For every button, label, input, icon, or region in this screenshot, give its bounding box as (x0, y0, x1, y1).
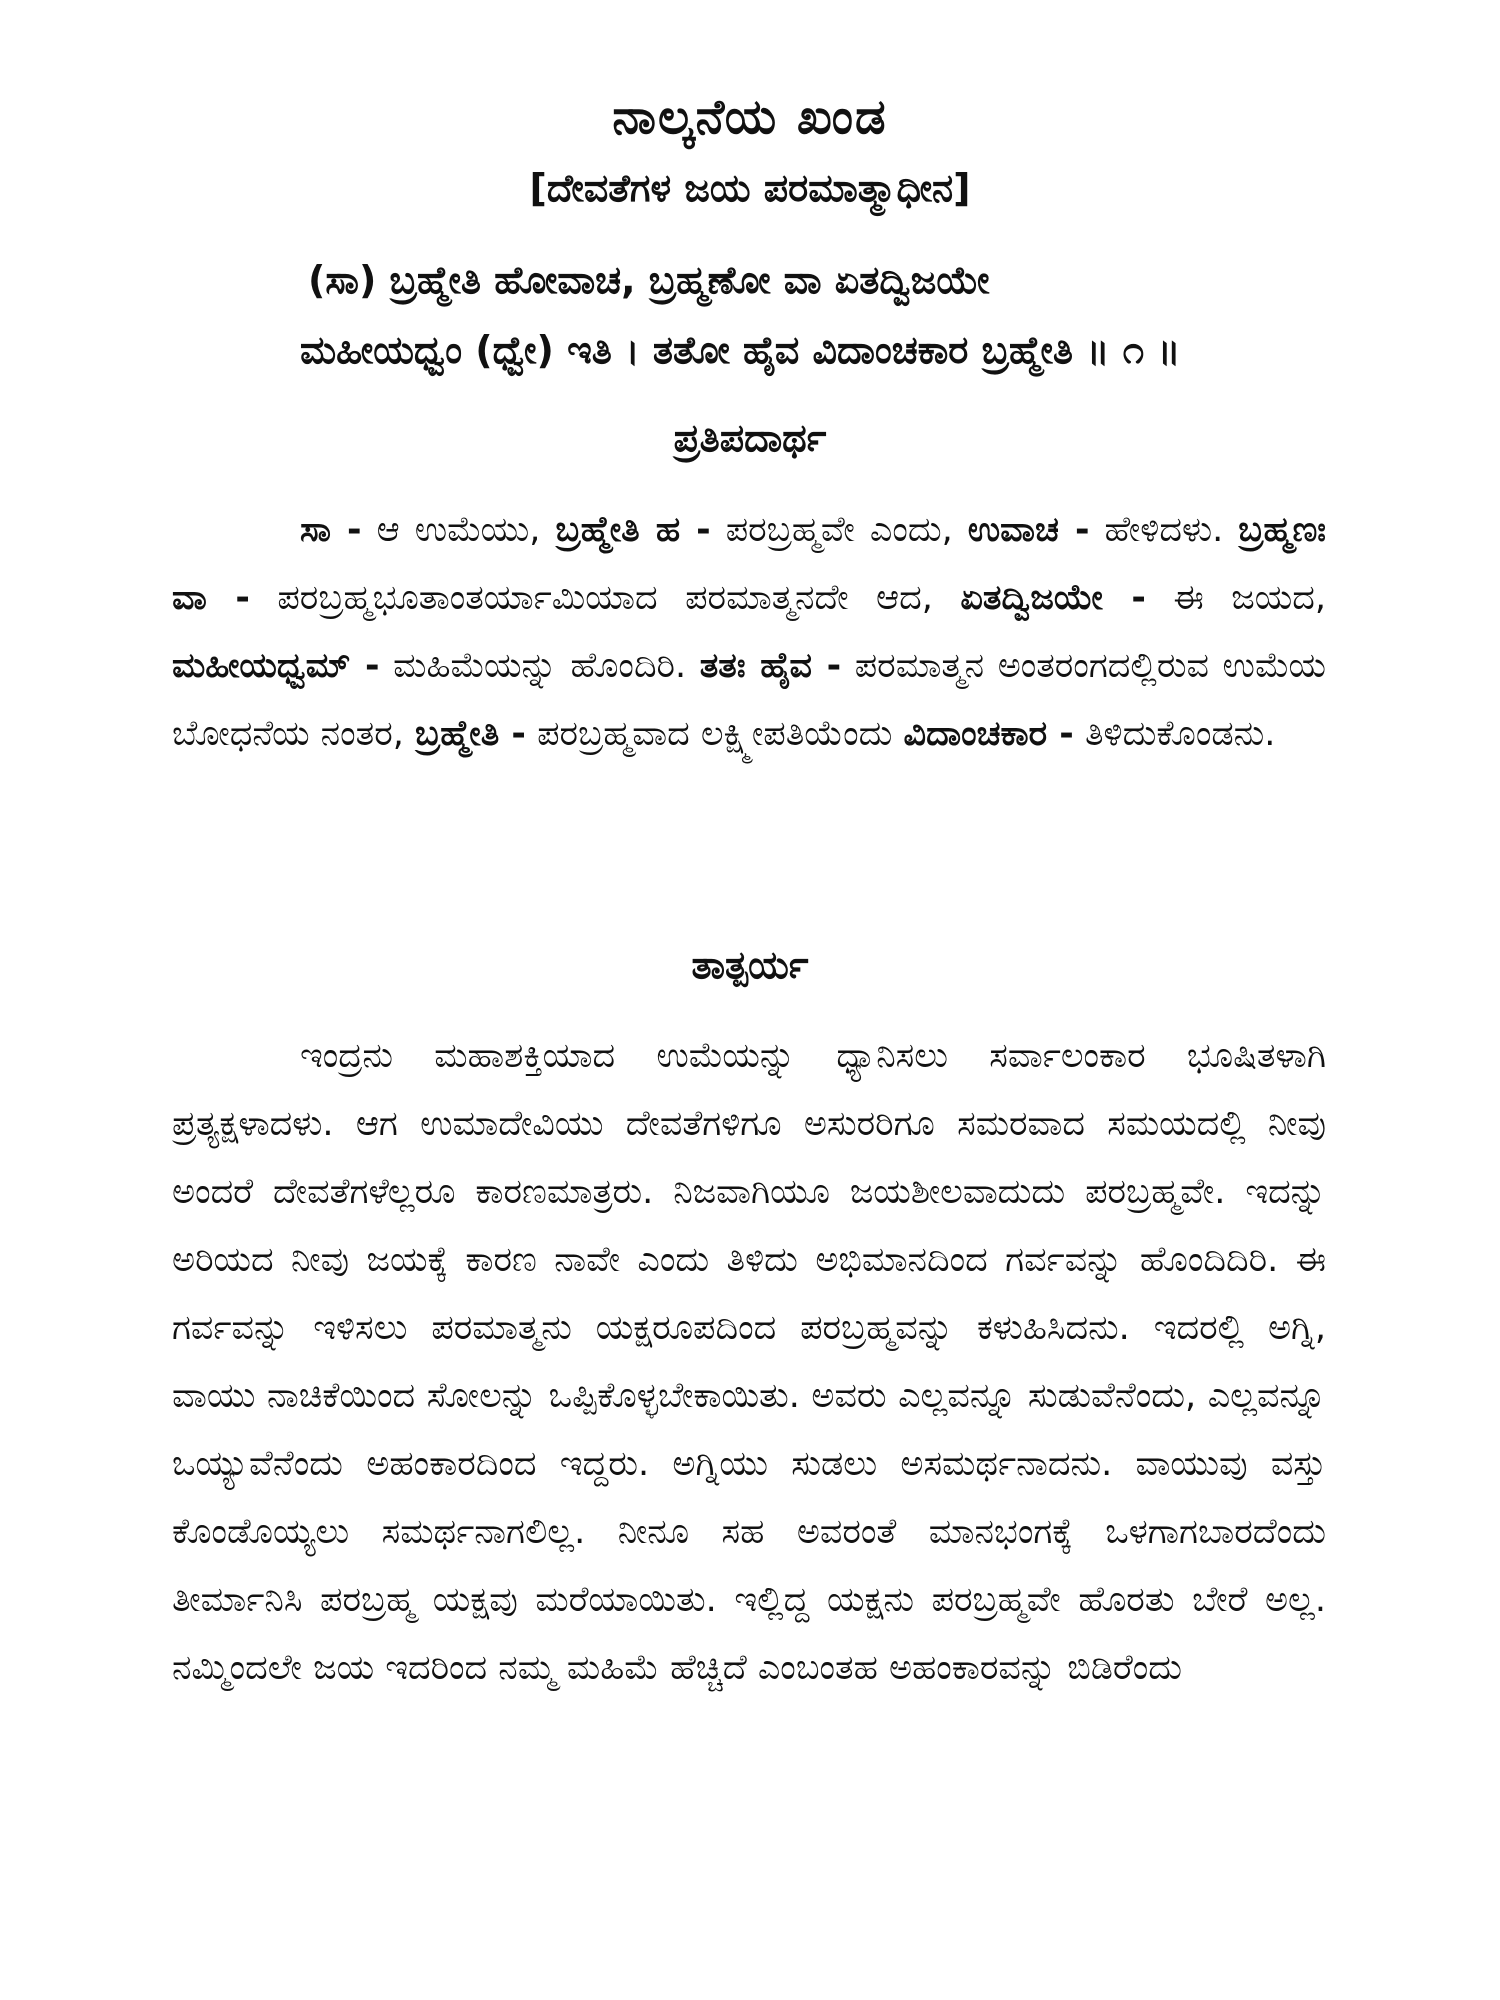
word-meaning-heading: ಪ್ರತಿಪದಾರ್ಥ (673, 416, 827, 460)
chapter-subtitle: [ದೇವತೆಗಳ ಜಯ ಪರಮಾತ್ಮಾಧೀನ] (529, 166, 971, 210)
term: ಬ್ರಹ್ಮೇತಿ ಹ - (555, 510, 711, 550)
term: ತತಃ ಹೈವ - (699, 646, 842, 686)
explanation-heading: ತಾತ್ಪರ್ಯ (691, 943, 809, 987)
meaning: ಪರಮಾತ್ಮನ ಅಂತರಂಗದಲ್ಲಿರುವ ಉಮೆಯ ಬೋಧನೆಯ ನಂತರ, (172, 646, 1326, 754)
term: ಬ್ರಹ್ಮೇತಿ - (414, 714, 526, 754)
meaning: ಹೇಳಿದಳು. (1089, 510, 1239, 550)
term: ಉವಾಚ - (967, 510, 1090, 550)
mantra-verse (300, 245, 1340, 385)
term: ಮಹೀಯಧ್ವಮ್ - (172, 646, 380, 686)
meaning: ಪರಬ್ರಹ್ಮವೇ ಎಂದು, (710, 510, 968, 550)
term: ಏತದ್ವಿಜಯೇ - (960, 578, 1146, 618)
term: ಬ್ರಹ್ಮಣಃ ವಾ - (172, 510, 1327, 618)
explanation-paragraph: ಇಂದ್ರನು ಮಹಾಶಕ್ತಿಯಾದ ಉಮೆಯನ್ನು ಧ್ಯಾನಿಸಲು ಸರ್ವಾಲಂಕಾರ ಭೂಷಿತಳಾಗಿ ಪ್ರತ್ಯಕ್ಷಳಾದಳು. ಆಗ ಉಮಾದೇವಿಯು ದೇವತೆಗಳಿಗೂ ಅಸುರರಿಗೂ ಸಮರವಾದ ಸಮಯದಲ್ಲಿ ನೀವು ಅಂದರೆ ದೇವತೆಗಳೆಲ್ಲರೂ ಕಾರಣಮಾತ್ರರು. ನಿಜವಾಗಿಯೂ ಜಯಶೀಲವಾದುದು ಪರಬ್ರಹ್ಮವೇ. ಇದನ್ನು ಅರಿಯದ ನೀವು ಜಯಕ್ಕೆ ಕಾರಣ ನಾವೇ ಎಂದು ತಿಳಿದು ಅಭಿಮಾನದಿಂದ ಗರ್ವವನ್ನು ಹೊಂದಿದಿರಿ. ಈ ಗರ್ವವನ್ನು ಇಳಿಸಲು ಪರಮಾತ್ಮನು ಯಕ್ಷರೂಪದಿಂದ ಪರಬ್ರಹ್ಮವನ್ನು ಕಳುಹಿಸಿದನು. ಇದರಲ್ಲಿ ಅಗ್ನಿ, ವಾಯು ನಾಚಿಕೆಯಿಂದ ಸೋಲನ್ನು ಒಪ್ಪಿಕೊಳ್ಳಬೇಕಾಯಿತು. ಅವರು ಎಲ್ಲವನ್ನೂ ಸುಡುವೆನೆಂದು, ಎಲ್ಲವನ್ನೂ ಒಯ್ಯುವೆನೆಂದು ಅಹಂಕಾರದಿಂದ ಇದ್ದರು. ಅಗ್ನಿಯು ಸುಡಲು ಅಸಮರ್ಥನಾದನು. ವಾಯುವು ವಸ್ತು ಕೊಂಡೊಯ್ಯಲು ಸಮರ್ಥನಾಗಲಿಲ್ಲ. ನೀನೂ ಸಹ ಅವರಂತೆ ಮಾನಭಂಗಕ್ಕೆ ಒಳಗಾಗಬಾರದೆಂದು ತೀರ್ಮಾನಿಸಿ ಪರಬ್ರಹ್ಮ ಯಕ್ಷವು ಮರೆಯಾಯಿತು. ಇಲ್ಲಿದ್ದ ಯಕ್ಷನು ಪರಬ್ರಹ್ಮವೇ ಹೊರತು ಬೇರೆ ಅಲ್ಲ. ನಮ್ಮಿಂದಲೇ ಜಯ ಇದರಿಂದ ನಮ್ಮ ಮಹಿಮೆ ಹೆಚ್ಚಿದೆ ಎಂಬಂತಹ ಅಹಂಕಾರವನ್ನು ಬಿಡಿರೆಂದು (172, 1036, 1326, 1688)
meaning: ಆ ಉಮೆಯು, (361, 510, 556, 550)
term: ವಿದಾಂಚಕಾರ - (903, 714, 1074, 754)
meaning: ಪರಬ್ರಹ್ಮವಾದ ಲಕ್ಷ್ಮೀಪತಿಯೆಂದು (525, 714, 904, 754)
meaning: ಪರಬ್ರಹ್ಮಭೂತಾಂತರ್ಯಾಮಿಯಾದ ಪರಮಾತ್ಮನದೇ ಆದ, (249, 578, 961, 618)
meaning: ಈ ಜಯದ, (1145, 578, 1326, 618)
mantra-line-2: ಮಹೀಯಧ್ವಂ (ಧ್ವೇ) ಇತಿ । ತತೋ ಹೈವ ವಿದಾಂಚಕಾರ ಬ್ರಹ್ಮೇತಿ ॥ ೧ ॥ (300, 328, 1181, 372)
meaning: ತಿಳಿದುಕೊಂಡನು. (1073, 714, 1276, 754)
meaning: ಮಹಿಮೆಯನ್ನು ಹೊಂದಿರಿ. (379, 646, 700, 686)
term: ಸಾ - (300, 510, 362, 550)
mantra-line-1: (ಸಾ) ಬ್ರಹ್ಮೇತಿ ಹೋವಾಚ, ಬ್ರಹ್ಮಣೋ ವಾ ಏತದ್ವಿಜಯೇ (308, 258, 990, 302)
word-meaning-paragraph (172, 496, 1326, 768)
chapter-title: ನಾಲ್ಕನೆಯ ಖಂಡ (612, 89, 888, 145)
